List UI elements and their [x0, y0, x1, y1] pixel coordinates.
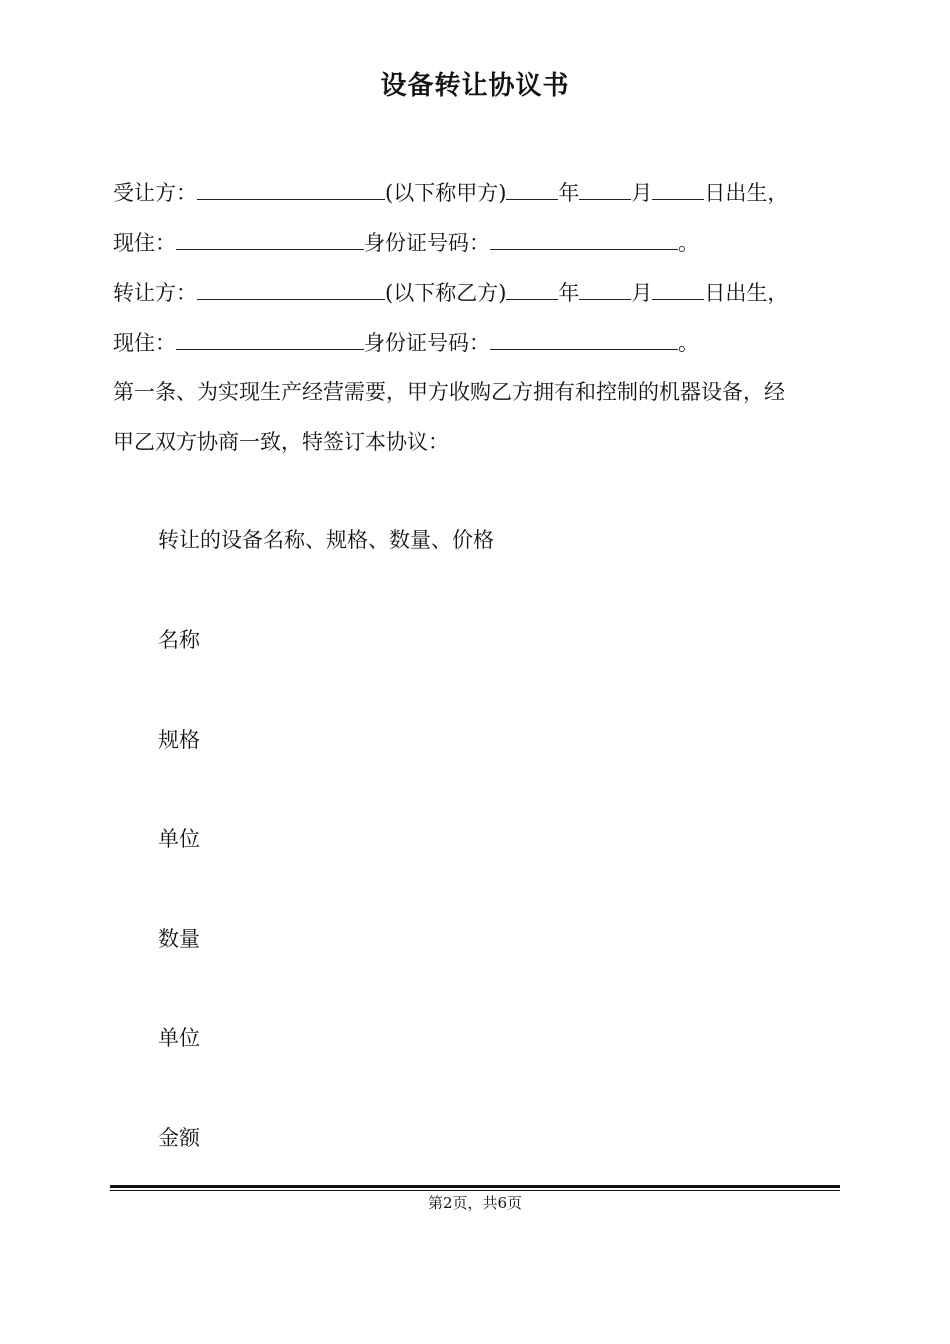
- party-a-label: 受让方：: [113, 181, 197, 205]
- party-a-year-label: 年: [558, 181, 580, 205]
- party-b-id-label: 身份证号码：: [364, 331, 490, 355]
- party-a-month-label: 月: [631, 181, 653, 205]
- party-b-address-blank: [176, 327, 364, 350]
- party-b-address-end: 。: [678, 331, 699, 355]
- party-b-born-label: 日出生，: [704, 281, 789, 305]
- party-a-id-blank: [490, 227, 678, 250]
- party-a-year-blank: [506, 177, 558, 200]
- party-b-alias: (以下称乙方): [385, 281, 507, 305]
- party-b-address-line: [113, 327, 699, 358]
- field-unit: 单位: [158, 827, 200, 851]
- article-1-line-2: 甲乙双方协商一致，特签订本协议：: [113, 430, 449, 454]
- field-unit-2: 单位: [158, 1026, 200, 1050]
- party-b-month-blank: [579, 277, 631, 300]
- party-a-address-line: [113, 227, 699, 258]
- party-b-month-label: 月: [631, 281, 653, 305]
- field-spec: 规格: [158, 728, 200, 752]
- page-title: 设备转让协议书: [380, 71, 570, 101]
- party-b-id-blank: [490, 327, 678, 350]
- party-b-year-label: 年: [558, 281, 580, 305]
- page-number: 第2页，共6页: [427, 1194, 523, 1212]
- party-a-address-blank: [176, 227, 364, 250]
- party-b-label: 转让方：: [113, 281, 197, 305]
- party-b-name-blank: [197, 277, 385, 300]
- party-a-born-label: 日出生，: [704, 181, 789, 205]
- party-a-address-end: 。: [678, 231, 699, 255]
- footer-rule: [110, 1185, 840, 1188]
- party-a-id-label: 身份证号码：: [364, 231, 490, 255]
- party-a-address-label: 现住：: [113, 231, 176, 255]
- party-b-day-blank: [652, 277, 704, 300]
- party-a-name-blank: [197, 177, 385, 200]
- party-a-day-blank: [652, 177, 704, 200]
- party-a-month-blank: [579, 177, 631, 200]
- party-a-line: [113, 177, 788, 208]
- field-name: 名称: [158, 628, 200, 652]
- section-heading: 转让的设备名称、规格、数量、价格: [158, 528, 494, 552]
- field-amount: 金额: [158, 1126, 200, 1150]
- party-b-year-blank: [506, 277, 558, 300]
- party-b-address-label: 现住：: [113, 331, 176, 355]
- field-quantity: 数量: [158, 927, 200, 951]
- footer-rule-thin: [110, 1190, 840, 1191]
- article-1-line-1: 第一条、为实现生产经营需要，甲方收购乙方拥有和控制的机器设备，经: [113, 380, 785, 404]
- party-b-line: [113, 277, 788, 308]
- party-a-alias: (以下称甲方): [385, 181, 507, 205]
